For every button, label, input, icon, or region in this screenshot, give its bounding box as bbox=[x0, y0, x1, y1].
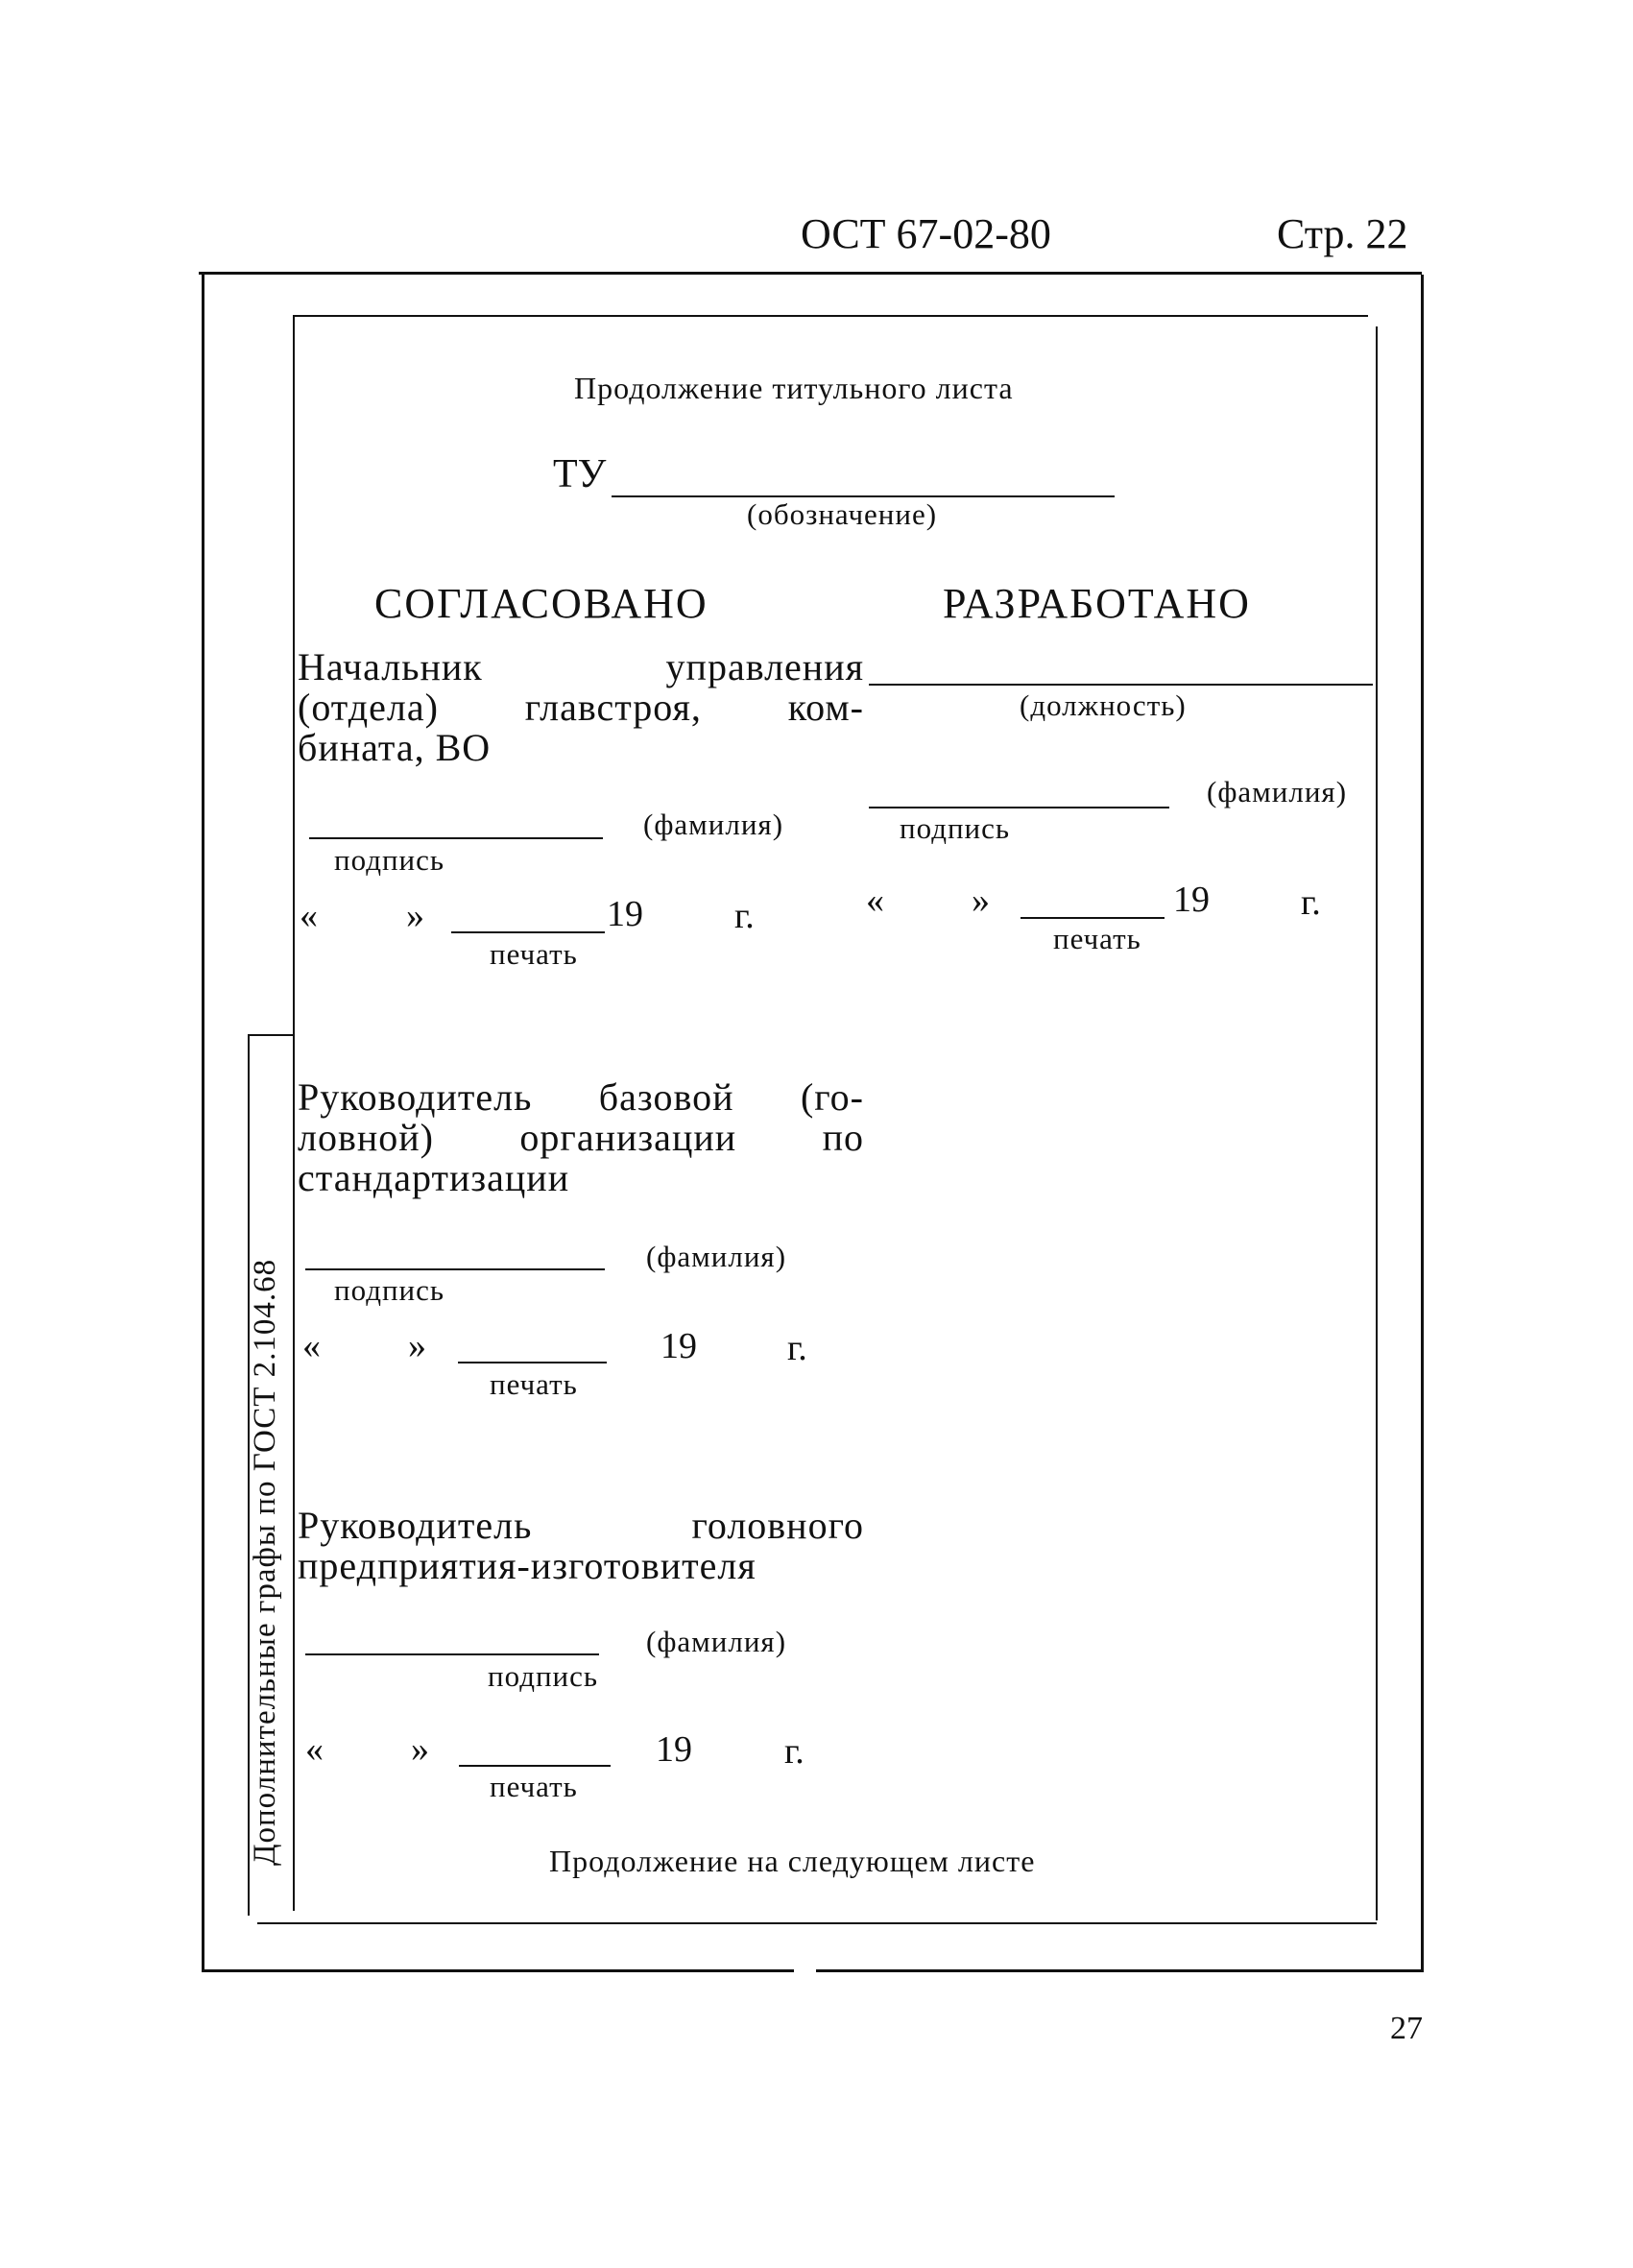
position-line[interactable] bbox=[869, 684, 1373, 686]
developed-date-line[interactable] bbox=[1021, 917, 1165, 919]
block3-signature-caption: подпись bbox=[488, 1659, 599, 1693]
outer-frame-left bbox=[202, 275, 204, 1972]
block1-surname-caption: (фамилия) bbox=[643, 808, 784, 841]
developed-signature-caption: подпись bbox=[900, 811, 1011, 845]
position-caption: (должность) bbox=[1020, 688, 1187, 722]
block1-year-suffix: г. bbox=[734, 896, 755, 936]
block3-quote-open: « bbox=[305, 1729, 324, 1770]
developed-seal-caption: печать bbox=[1053, 922, 1141, 955]
developed-surname-caption: (фамилия) bbox=[1207, 775, 1348, 808]
header-rule bbox=[199, 272, 1422, 275]
block3-title-line1: Руководитель головного bbox=[298, 1504, 864, 1547]
block3-year: 19 bbox=[656, 1729, 692, 1770]
block3-date-line[interactable] bbox=[459, 1765, 611, 1767]
block1-seal-caption: печать bbox=[490, 937, 578, 971]
developed-quote-open: « bbox=[866, 881, 884, 921]
block2-title-line2: ловной) организации по bbox=[298, 1116, 864, 1159]
block2-quote-open: « bbox=[302, 1326, 321, 1366]
developed-year-suffix: г. bbox=[1301, 882, 1321, 923]
block1-quote-close: » bbox=[406, 896, 424, 936]
block3-seal-caption: печать bbox=[490, 1770, 578, 1803]
block1-signature-caption: подпись bbox=[334, 843, 445, 877]
outer-frame-bottom-right bbox=[816, 1969, 1423, 1972]
inner-frame-right bbox=[1376, 326, 1378, 1920]
side-column-top bbox=[248, 1034, 294, 1036]
inner-frame-bottom bbox=[257, 1922, 1377, 1924]
page-label: Стр. 22 bbox=[1277, 210, 1408, 257]
developed-year: 19 bbox=[1173, 880, 1210, 920]
block2-year-suffix: г. bbox=[787, 1328, 807, 1368]
block2-date-line[interactable] bbox=[458, 1362, 607, 1363]
block2-surname-caption: (фамилия) bbox=[646, 1240, 787, 1273]
outer-frame-bottom-left bbox=[204, 1969, 794, 1972]
block2-title-line3: стандартизации bbox=[298, 1156, 570, 1199]
block1-year: 19 bbox=[607, 894, 643, 934]
developed-heading: РАЗРАБОТАНО bbox=[943, 580, 1251, 627]
document-code: ОСТ 67-02-80 bbox=[801, 210, 1051, 257]
block2-title-line1: Руководитель базовой (го- bbox=[298, 1075, 864, 1119]
inner-frame-left bbox=[293, 315, 295, 1911]
agreed-heading: СОГЛАСОВАНО bbox=[374, 580, 708, 627]
block1-signature-line[interactable] bbox=[309, 837, 603, 839]
block1-quote-open: « bbox=[300, 896, 318, 936]
block2-seal-caption: печать bbox=[490, 1367, 578, 1401]
block3-title-line2: предприятия-изготовителя bbox=[298, 1544, 756, 1587]
designation-caption: (обозначение) bbox=[747, 497, 938, 531]
block3-quote-close: » bbox=[411, 1729, 429, 1770]
block3-surname-caption: (фамилия) bbox=[646, 1625, 787, 1658]
block2-quote-close: » bbox=[408, 1326, 426, 1366]
page-number: 27 bbox=[1390, 2011, 1423, 2046]
block3-signature-line[interactable] bbox=[305, 1653, 599, 1655]
continuation-title: Продолжение титульного листа bbox=[574, 371, 1014, 405]
tu-label: ТУ bbox=[553, 452, 607, 496]
inner-frame-top bbox=[293, 315, 1368, 317]
block3-year-suffix: г. bbox=[784, 1731, 804, 1772]
footer-note: Продолжение на следующем листе bbox=[549, 1844, 1036, 1878]
block1-title-line3: бината, ВО bbox=[298, 726, 492, 769]
block2-signature-line[interactable] bbox=[305, 1268, 605, 1270]
developed-quote-close: » bbox=[972, 881, 990, 921]
outer-frame-right bbox=[1421, 275, 1424, 1972]
block1-title-line1: Начальник управления bbox=[298, 645, 864, 688]
block1-title-line2: (отдела) главстроя, ком- bbox=[298, 686, 864, 729]
developed-signature-line[interactable] bbox=[869, 807, 1169, 808]
block2-year: 19 bbox=[660, 1326, 697, 1366]
block1-date-line[interactable] bbox=[451, 931, 605, 933]
block2-signature-caption: подпись bbox=[334, 1273, 445, 1307]
